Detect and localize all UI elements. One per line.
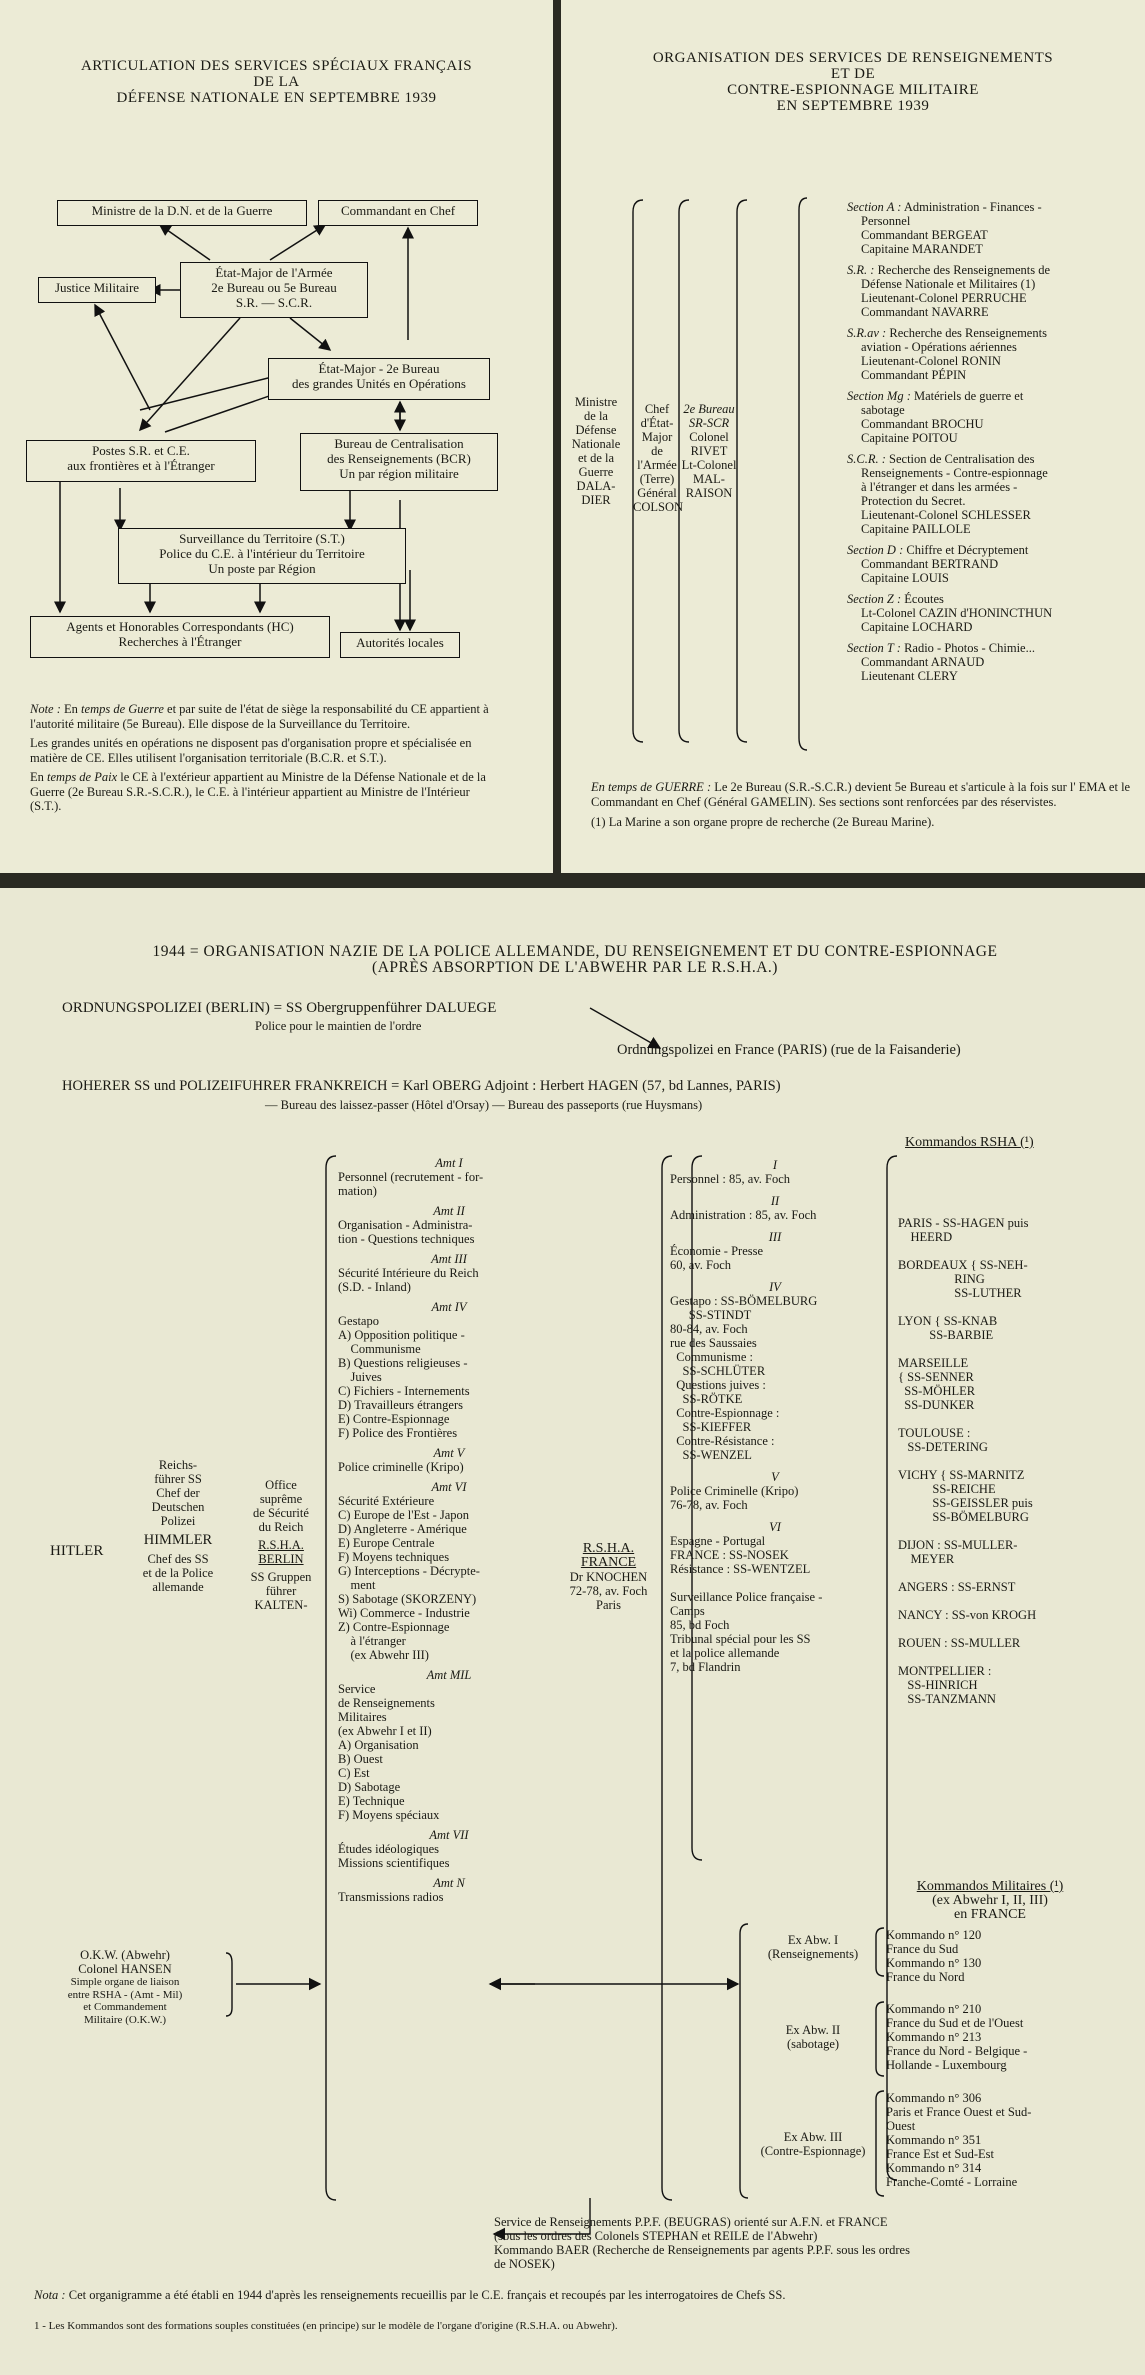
abw1-list: Kommando n° 120 France du Sud Kommando n° 130 France du Nord: [886, 1928, 982, 1984]
amt-list: [338, 1150, 560, 1904]
amt-title: Amt N: [433, 1876, 465, 1890]
france-line: 7, bd Flandrin: [670, 1660, 741, 1674]
amt-line: Wi) Commerce - Industrie: [338, 1606, 470, 1620]
nota: Nota : Cet organigramme a été établi en 1944 d'après les renseignements recueillis par le C.E. français et recoupés par les interrogatoires de Chefs SS.: [34, 2288, 786, 2302]
amt-line: Z) Contre-Espionnage: [338, 1620, 450, 1634]
section-line: sabotage: [861, 403, 905, 417]
left-title: ARTICULATION DES SERVICES SPÉCIAUX FRANÇAIS DE LA DÉFENSE NATIONALE EN SEPTEMBRE 1939: [80, 58, 473, 106]
amt-title: Amt III: [431, 1252, 467, 1266]
section-item: [847, 326, 1143, 382]
france-section-title: V: [771, 1470, 779, 1484]
amt-line: C) Est: [338, 1766, 370, 1780]
section-line: Capitaine LOCHARD: [861, 620, 973, 634]
kommando-line: DIJON : SS-MULLER-: [898, 1538, 1018, 1552]
right-title: ORGANISATION DES SERVICES DE RENSEIGNEMENTS ET DE CONTRE-ESPIONNAGE MILITAIRE EN SEPTEMBRE 1939: [652, 50, 1054, 114]
section-line: [847, 200, 1143, 214]
box-ministre: Ministre de la D.N. et de la Guerre: [57, 200, 307, 226]
france-line: rue des Saussaies: [670, 1336, 757, 1350]
section-label: Section Mg :: [847, 389, 911, 403]
kommando-line: SS-DETERING: [898, 1440, 988, 1454]
kommando-line: PARIS - SS-HAGEN puis: [898, 1216, 1029, 1230]
amt-line: Personnel (recrutement - for-: [338, 1170, 484, 1184]
france-line: Espagne - Portugal: [670, 1534, 766, 1548]
section-line: Lieutenant-Colonel PERRUCHE: [861, 291, 1027, 305]
amt-title: Amt I: [435, 1156, 463, 1170]
section-line: Commandant BERGEAT: [861, 228, 988, 242]
section-text: Recherche des Renseignements: [889, 326, 1047, 340]
france-section-title: III: [768, 1230, 782, 1244]
amt-line: F) Police des Frontières: [338, 1426, 458, 1440]
section-text: Chiffre et Décryptement: [906, 543, 1029, 557]
ppf-block: Service de Renseignements P.P.F. (BEUGRAS) orienté sur A.F.N. et FRANCE (sous les ordres des Colonels STEPHAN et REILE de l'Abwehr) Kommando BAER (Recherche de Renseignements par agents P.P.F. sous les ordres de NOSEK): [494, 2215, 910, 2271]
section-label: S.R.av :: [847, 326, 887, 340]
france-line: FRANCE : SS-NOSEK: [670, 1548, 789, 1562]
section-line: [847, 452, 1143, 466]
section-line: [847, 389, 1143, 403]
france-line: SS-WENZEL: [670, 1448, 752, 1462]
section-line: [847, 263, 1143, 277]
amt-line: ment: [338, 1578, 376, 1592]
rsha-berlin-block: Office suprême de Sécurité du Reich R.S.H.A. BERLIN SS Gruppen führer KALTEN-: [250, 1478, 312, 1612]
box-commandant: Commandant en Chef: [318, 200, 478, 226]
col-ministre: Ministre de la Défense Nationale et de la Guerre DALA- DIER: [571, 395, 621, 507]
bottom-page: [0, 888, 1145, 2375]
section-item: [847, 263, 1143, 319]
ordnung-france: Ordnungspolizei en France (PARIS) (rue de la Faisanderie): [617, 1042, 961, 1058]
kommando-line: MARSEILLE: [898, 1356, 969, 1370]
box-postes: Postes S.R. et C.E. aux frontières et à l'Étranger: [26, 440, 256, 482]
section-label: S.R. :: [847, 263, 875, 277]
section-line: [847, 326, 1143, 340]
amt-line: D) Sabotage: [338, 1780, 401, 1794]
amt-line: S) Sabotage (SKORZENY): [338, 1592, 477, 1606]
abw2-head: Ex Abw. II (sabotage): [785, 2023, 841, 2051]
bottom-footnote: 1 - Les Kommandos sont des formations souples constituées (en principe) sur le modèle de l'organe d'origine (R.S.H.A. ou Abwehr).: [34, 2320, 618, 2332]
france-line: SS-SCHLÜTER: [670, 1364, 766, 1378]
amt-line: (S.D. - Inland): [338, 1280, 411, 1294]
amt-line: B) Ouest: [338, 1752, 383, 1766]
section-line: Commandant ARNAUD: [861, 655, 985, 669]
amt-line: (ex Abwehr I et II): [338, 1724, 432, 1738]
section-line: aviation - Opérations aériennes: [861, 340, 1017, 354]
amt-line: F) Moyens spéciaux: [338, 1808, 440, 1822]
col-2e-bureau: 2e Bureau SR-SCR Colonel RIVET Lt-Colonel MAL- RAISON: [681, 402, 737, 500]
hitler: HITLER: [50, 1543, 104, 1559]
kommando-line: ANGERS : SS-ERNST: [898, 1580, 1016, 1594]
section-line: Capitaine MARANDET: [861, 242, 983, 256]
amt-line: F) Moyens techniques: [338, 1550, 450, 1564]
section-line: [847, 641, 1143, 655]
himmler-block: Reichs- führer SS Chef der Deutschen Polizei HIMMLER Chef des SS et de la Police allemande: [142, 1458, 214, 1594]
amt-line: E) Contre-Espionnage: [338, 1412, 450, 1426]
amt-title: Amt MIL: [426, 1668, 472, 1682]
france-line: Gestapo : SS-BÖMELBURG: [670, 1294, 818, 1308]
section-label: Section A :: [847, 200, 902, 214]
kommando-line: NANCY : SS-von KROGH: [898, 1608, 1037, 1622]
amt-line: Communisme: [338, 1342, 421, 1356]
section-text: Radio - Photos - Chimie...: [904, 641, 1035, 655]
amt-line: D) Angleterre - Amérique: [338, 1522, 467, 1536]
section-text: Matériels de guerre et: [914, 389, 1024, 403]
box-em2: État-Major - 2e Bureau des grandes Unités en Opérations: [268, 358, 490, 400]
amt-line: Sécurité Extérieure: [338, 1494, 435, 1508]
kommandos-list: [898, 1216, 1143, 1706]
france-line: Police Criminelle (Kripo): [670, 1484, 799, 1498]
rsha-france-list: [670, 1150, 880, 1674]
france-line: 85, bd Foch: [670, 1618, 730, 1632]
section-line: à l'étranger et dans les armées -: [861, 480, 1018, 494]
kommando-line: SS-TANZMANN: [898, 1692, 996, 1706]
section-line: Renseignements - Contre-espionnage: [861, 466, 1048, 480]
amt-line: à l'étranger: [338, 1634, 406, 1648]
amt-title: Amt VII: [429, 1828, 469, 1842]
section-label: Section D :: [847, 543, 904, 557]
abw3-head: Ex Abw. III (Contre-Espionnage): [760, 2130, 866, 2158]
box-st: Surveillance du Territoire (S.T.) Police du C.E. à l'intérieur du Territoire Un poste par Région: [118, 528, 406, 584]
france-line: Personnel : 85, av. Foch: [670, 1172, 791, 1186]
amt-line: Missions scientifiques: [338, 1856, 450, 1870]
section-item: [847, 389, 1143, 445]
kommando-line: MONTPELLIER :: [898, 1664, 992, 1678]
bottom-title: 1944 = ORGANISATION NAZIE DE LA POLICE ALLEMANDE, DU RENSEIGNEMENT ET DU CONTRE-ESPIONNAGE (APRÈS ABSORPTION DE L'ABWEHR PAR LE R.S.H.A.): [152, 943, 998, 976]
section-line: Commandant PÉPIN: [861, 368, 967, 382]
amt-line: mation): [338, 1184, 377, 1198]
amt-line: (ex Abwehr III): [338, 1648, 429, 1662]
france-line: Contre-Espionnage :: [670, 1406, 780, 1420]
kommando-line: SS-GEISSLER puis: [898, 1496, 1033, 1510]
amt-line: C) Europe de l'Est - Japon: [338, 1508, 470, 1522]
kommando-line: SS-REICHE: [898, 1482, 996, 1496]
section-label: Section Z :: [847, 592, 902, 606]
col-chef: Chef d'État- Major de l'Armée (Terre) Général COLSON: [633, 402, 684, 514]
section-item: [847, 543, 1143, 585]
abw2-list: Kommando n° 210 France du Sud et de l'Ouest Kommando n° 213 France du Nord - Belgique - Hollande - Luxembourg: [886, 2002, 1028, 2072]
section-line: Personnel: [861, 214, 911, 228]
kommando-line: SS-HINRICH: [898, 1678, 978, 1692]
box-bcr: Bureau de Centralisation des Renseignements (BCR) Un par région militaire: [300, 433, 498, 491]
section-line: Capitaine PAILLOLE: [861, 522, 971, 536]
france-line: Camps: [670, 1604, 705, 1618]
kommando-line: BORDEAUX { SS-NEH-: [898, 1258, 1028, 1272]
france-line: Économie - Presse: [670, 1244, 764, 1258]
kommando-line: { SS-SENNER: [898, 1370, 974, 1384]
amt-title: Amt VI: [431, 1480, 467, 1494]
amt-line: D) Travailleurs étrangers: [338, 1398, 463, 1412]
oberg-line: HOHERER SS und POLIZEIFUHRER FRANKREICH = Karl OBERG Adjoint : Herbert HAGEN (57, bd Lannes, PARIS): [62, 1078, 781, 1094]
france-line: et la police allemande: [670, 1646, 780, 1660]
section-line: Commandant BROCHU: [861, 417, 984, 431]
france-line: Contre-Résistance :: [670, 1434, 775, 1448]
section-line: [847, 543, 1143, 557]
kommando-line: SS-DUNKER: [898, 1398, 975, 1412]
section-line: [847, 592, 1143, 606]
amt-title: Amt IV: [431, 1300, 467, 1314]
amt-line: Police criminelle (Kripo): [338, 1460, 464, 1474]
section-line: Capitaine LOUIS: [861, 571, 949, 585]
okw-block: O.K.W. (Abwehr) Colonel HANSEN Simple organe de liaison entre RSHA - (Amt - Mil) et Commandement Militaire (O.K.W.): [67, 1948, 183, 2026]
left-page: [0, 0, 553, 873]
section-line: Capitaine POITOU: [861, 431, 958, 445]
france-section-title: VI: [769, 1520, 781, 1534]
box-ema: État-Major de l'Armée 2e Bureau ou 5e Bureau S.R. — S.C.R.: [180, 262, 368, 318]
abw3-list: Kommando n° 306 Paris et France Ouest et Sud- Ouest Kommando n° 351 France Est et Sud-Est Kommando n° 314 Franche-Comté - Lorraine: [886, 2091, 1032, 2189]
abw1-head: Ex Abw. I (Renseignements): [767, 1933, 859, 1961]
section-line: Protection du Secret.: [861, 494, 966, 508]
km-title: Kommandos Militaires (¹) (ex Abwehr I, II, III) en FRANCE: [916, 1879, 1064, 1922]
box-justice: Justice Militaire: [38, 277, 156, 303]
france-line: SS-STINDT: [670, 1308, 752, 1322]
kommandos-title: Kommandos RSHA (¹): [905, 1135, 1034, 1150]
kommando-line: MEYER: [898, 1552, 955, 1566]
france-line: [670, 1576, 880, 1590]
amt-title: Amt V: [433, 1446, 465, 1460]
amt-line: B) Questions religieuses -: [338, 1356, 468, 1370]
ordnung-line: ORDNUNGSPOLIZEI (BERLIN) = SS Obergruppenführer DALUEGE: [62, 1000, 497, 1016]
right-page: [561, 0, 1145, 873]
kommando-line: HEERD: [898, 1230, 953, 1244]
kommando-line: SS-BÖMELBURG: [898, 1510, 1029, 1524]
france-line: 80-84, av. Foch: [670, 1322, 748, 1336]
section-label: Section T :: [847, 641, 901, 655]
kommando-line: ROUEN : SS-MULLER: [898, 1636, 1021, 1650]
france-section-title: IV: [769, 1280, 781, 1294]
france-line: SS-RÖTKE: [670, 1392, 743, 1406]
box-autorites: Autorités locales: [340, 632, 460, 658]
amt-line: Service: [338, 1682, 376, 1696]
box-agents: Agents et Honorables Correspondants (HC) Recherches à l'Étranger: [30, 616, 330, 658]
kommando-line: SS-LUTHER: [898, 1286, 1022, 1300]
rsha-france-block: R.S.H.A. FRANCE Dr KNOCHEN 72-78, av. Foch Paris: [569, 1541, 648, 1612]
left-note: Note : En temps de Guerre et par suite de l'état de siège la responsabilité du CE appartient à l'autorité militaire (5e Bureau). Elle dispose de la Surveillance du Territoire. Les grandes unités en opérations ne disposent pas d'organisation propre et spécialisée en matière de CE. Elles utilisent l'organisation territoriale (B.C.R. et S.T.). En temps de Paix le CE à l'extérieur appartient au Ministre de la Défense Nationale et de la Guerre (2e Bureau S.R.-S.C.R.), le C.E. à l'intérieur appartient au Ministre de l'Intérieur (S.T.).: [30, 702, 489, 813]
amt-line: C) Fichiers - Internements: [338, 1384, 470, 1398]
section-item: [847, 200, 1143, 256]
amt-line: Juives: [338, 1370, 382, 1384]
section-item: [847, 641, 1143, 683]
section-line: Lieutenant-Colonel RONIN: [861, 354, 1001, 368]
amt-line: G) Interceptions - Décrypte-: [338, 1564, 480, 1578]
kommando-line: RING: [898, 1272, 985, 1286]
section-list: [847, 200, 1143, 690]
france-section-title: I: [772, 1158, 778, 1172]
france-line: Administration : 85, av. Foch: [670, 1208, 817, 1222]
amt-line: Militaires: [338, 1710, 387, 1724]
section-item: [847, 592, 1143, 634]
kommando-line: LYON { SS-KNAB: [898, 1314, 998, 1328]
france-line: Tribunal spécial pour les SS: [670, 1632, 811, 1646]
section-line: Lieutenant-Colonel SCHLESSER: [861, 508, 1031, 522]
amt-line: A) Organisation: [338, 1738, 419, 1752]
france-line: 60, av. Foch: [670, 1258, 731, 1272]
section-text: Recherche des Renseignements de: [877, 263, 1051, 277]
amt-line: de Renseignements: [338, 1696, 435, 1710]
france-line: 76-78, av. Foch: [670, 1498, 748, 1512]
france-line: SS-KIEFFER: [670, 1420, 752, 1434]
kommando-line: SS-BARBIE: [898, 1328, 994, 1342]
section-text: Administration - Finances -: [903, 200, 1042, 214]
section-label: S.C.R. :: [847, 452, 886, 466]
kommando-line: TOULOUSE :: [898, 1426, 971, 1440]
section-line: Défense Nationale et Militaires (1): [861, 277, 1036, 291]
section-line: Lt-Colonel CAZIN d'HONINCTHUN: [861, 606, 1053, 620]
france-line: Résistance : SS-WENTZEL: [670, 1562, 811, 1576]
section-text: Écoutes: [904, 592, 944, 606]
amt-line: Organisation - Administra-: [338, 1218, 473, 1232]
section-line: Commandant NAVARRE: [861, 305, 989, 319]
section-item: [847, 452, 1143, 536]
amt-line: E) Technique: [338, 1794, 405, 1808]
amt-line: Gestapo: [338, 1314, 379, 1328]
france-section-title: II: [770, 1194, 780, 1208]
kommando-line: VICHY { SS-MARNITZ: [898, 1468, 1025, 1482]
amt-line: E) Europe Centrale: [338, 1536, 435, 1550]
france-line: Questions juives :: [670, 1378, 766, 1392]
ordnung-sub: Police pour le maintien de l'ordre: [255, 1019, 422, 1033]
amt-line: Sécurité Intérieure du Reich: [338, 1266, 479, 1280]
right-note: En temps de GUERRE : Le 2e Bureau (S.R.-S.C.R.) devient 5e Bureau et s'articule à la fois sur l' EMA et le Commandant en Chef (Général GAMELIN). Ses sections sont renforcées par des réservistes. (1) La Marine a son organe propre de recherche (2e Bureau Marine).: [591, 780, 1131, 829]
amt-line: Études idéologiques: [338, 1842, 440, 1856]
section-line: Commandant BERTRAND: [861, 557, 999, 571]
section-text: Section de Centralisation des: [889, 452, 1035, 466]
amt-title: Amt II: [433, 1204, 465, 1218]
amt-line: A) Opposition politique -: [338, 1328, 465, 1342]
section-line: Lieutenant CLERY: [861, 669, 958, 683]
kommando-line: SS-MÖHLER: [898, 1384, 976, 1398]
france-line: Communisme :: [670, 1350, 753, 1364]
amt-line: tion - Questions techniques: [338, 1232, 475, 1246]
amt-line: Transmissions radios: [338, 1890, 444, 1904]
france-line: Surveillance Police française -: [670, 1590, 823, 1604]
oberg-sub: — Bureau des laissez-passer (Hôtel d'Orsay) — Bureau des passeports (rue Huysmans): [265, 1098, 703, 1112]
